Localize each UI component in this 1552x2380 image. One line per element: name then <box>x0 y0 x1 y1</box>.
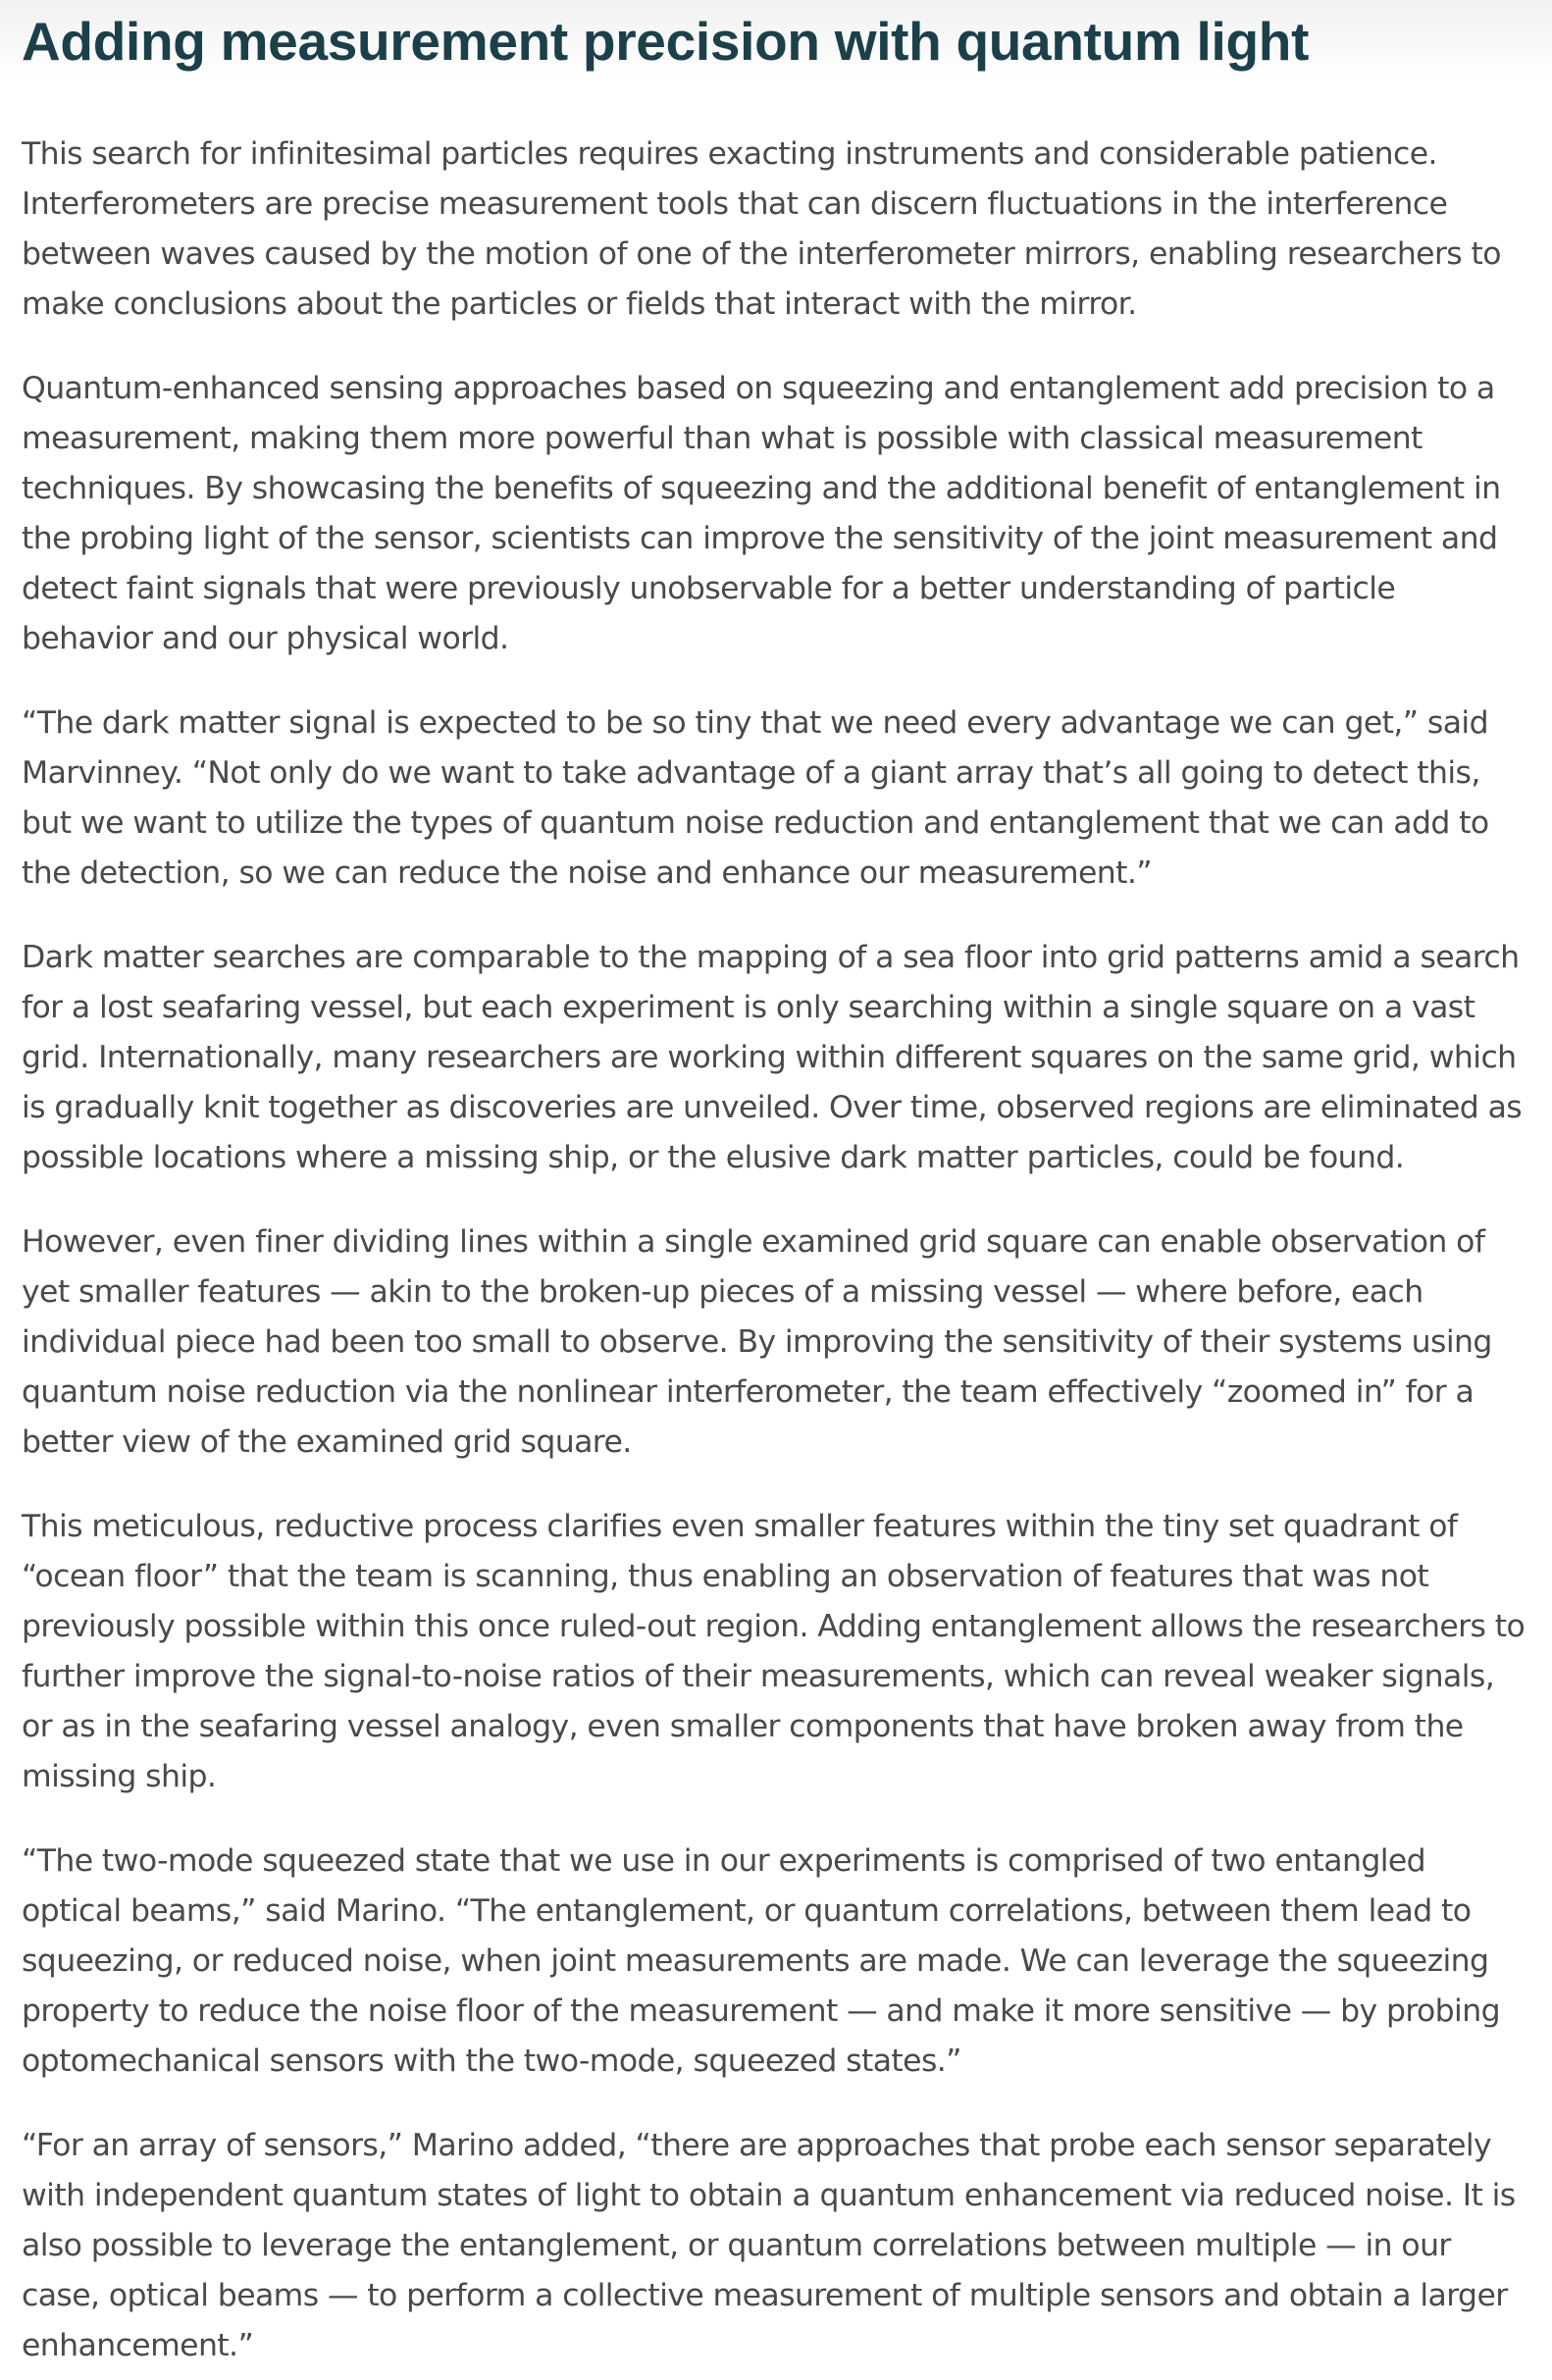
article-paragraph-6: This meticulous, reductive process clarifies even smaller features within the tiny set quadrant of “ocean floor” that the team is scanning, thus enabling an observation of features that was not previously possible within this once ruled-out region. Adding entanglement allows the researchers to further improve the signal-to-noise ratios of their measurements, which can reveal weaker signals, or as in the seafaring vessel analogy, even smaller components that have broken away from the missing ship. <box>22 1509 1526 1794</box>
article <box>22 0 1532 2371</box>
article-paragraph-1: This search for infinitesimal particles requires exacting instruments and considerable patience. Interferometers are precise measurement tools that can discern fluctuations in the interference between waves caused by the motion of one of the interferometer mirrors, enabling researchers to make conclusions about the particles or fields that interact with the mirror. <box>22 136 1501 322</box>
article-paragraph-7: “The two-mode squeezed state that we use in our experiments is comprised of two entangled optical beams,” said Marino. “The entanglement, or quantum correlations, between them lead to squeezing, or reduced noise, when joint measurements are made. We can leverage the squeezing property to reduce the noise floor of the measurement — and make it more sensitive — by probing optomechanical sensors with the two-mode, squeezed states.” <box>22 1843 1500 2079</box>
article-paragraph-5: However, even finer dividing lines within a single examined grid square can enable observation of yet smaller features — akin to the broken-up pieces of a missing vessel — where before, each individual piece had been too small to observe. By improving the sensitivity of their systems using quantum noise reduction via the nonlinear interferometer, the team effectively “zoomed in” for a better view of the examined grid square. <box>22 1224 1492 1460</box>
article-heading: Adding measurement precision with quantum light <box>22 11 1310 72</box>
article-paragraph-4: Dark matter searches are comparable to the mapping of a sea floor into grid patterns amid a search for a lost seafaring vessel, but each experiment is only searching within a single square on a vast grid. Internationally, many researchers are working within different squares on the same grid, which is gradually knit together as discoveries are unveiled. Over time, observed regions are eliminated as possible locations where a missing ship, or the elusive dark matter particles, could be found. <box>22 940 1523 1175</box>
article-paragraph-3: “The dark matter signal is expected to be so tiny that we need every advantage we can get,” said Marvinney. “Not only do we want to take advantage of a giant array that’s all going to detect this, but we want to utilize the types of quantum noise reduction and entanglement that we can add to the detection, so we can reduce the noise and enhance our measurement.” <box>22 705 1489 891</box>
article-paragraph-2: Quantum-enhanced sensing approaches based on squeezing and entanglement add precision to a measurement, making them more powerful than what is possible with classical measurement techniques. By showcasing the benefits of squeezing and the additional benefit of entanglement in the probing light of the sensor, scientists can improve the sensitivity of the joint measurement and detect faint signals that were previously unobservable for a better understanding of particle behavior and our physical world. <box>22 371 1501 656</box>
article-paragraph-8: “For an array of sensors,” Marino added, “there are approaches that probe each sensor separately with independent quantum states of light to obtain a quantum enhancement via reduced noise. It is also possible to leverage the entanglement, or quantum correlations between multiple — in our case, optical beams — to perform a collective measurement of multiple sensors and obtain a larger enhancement.” <box>22 2128 1516 2363</box>
